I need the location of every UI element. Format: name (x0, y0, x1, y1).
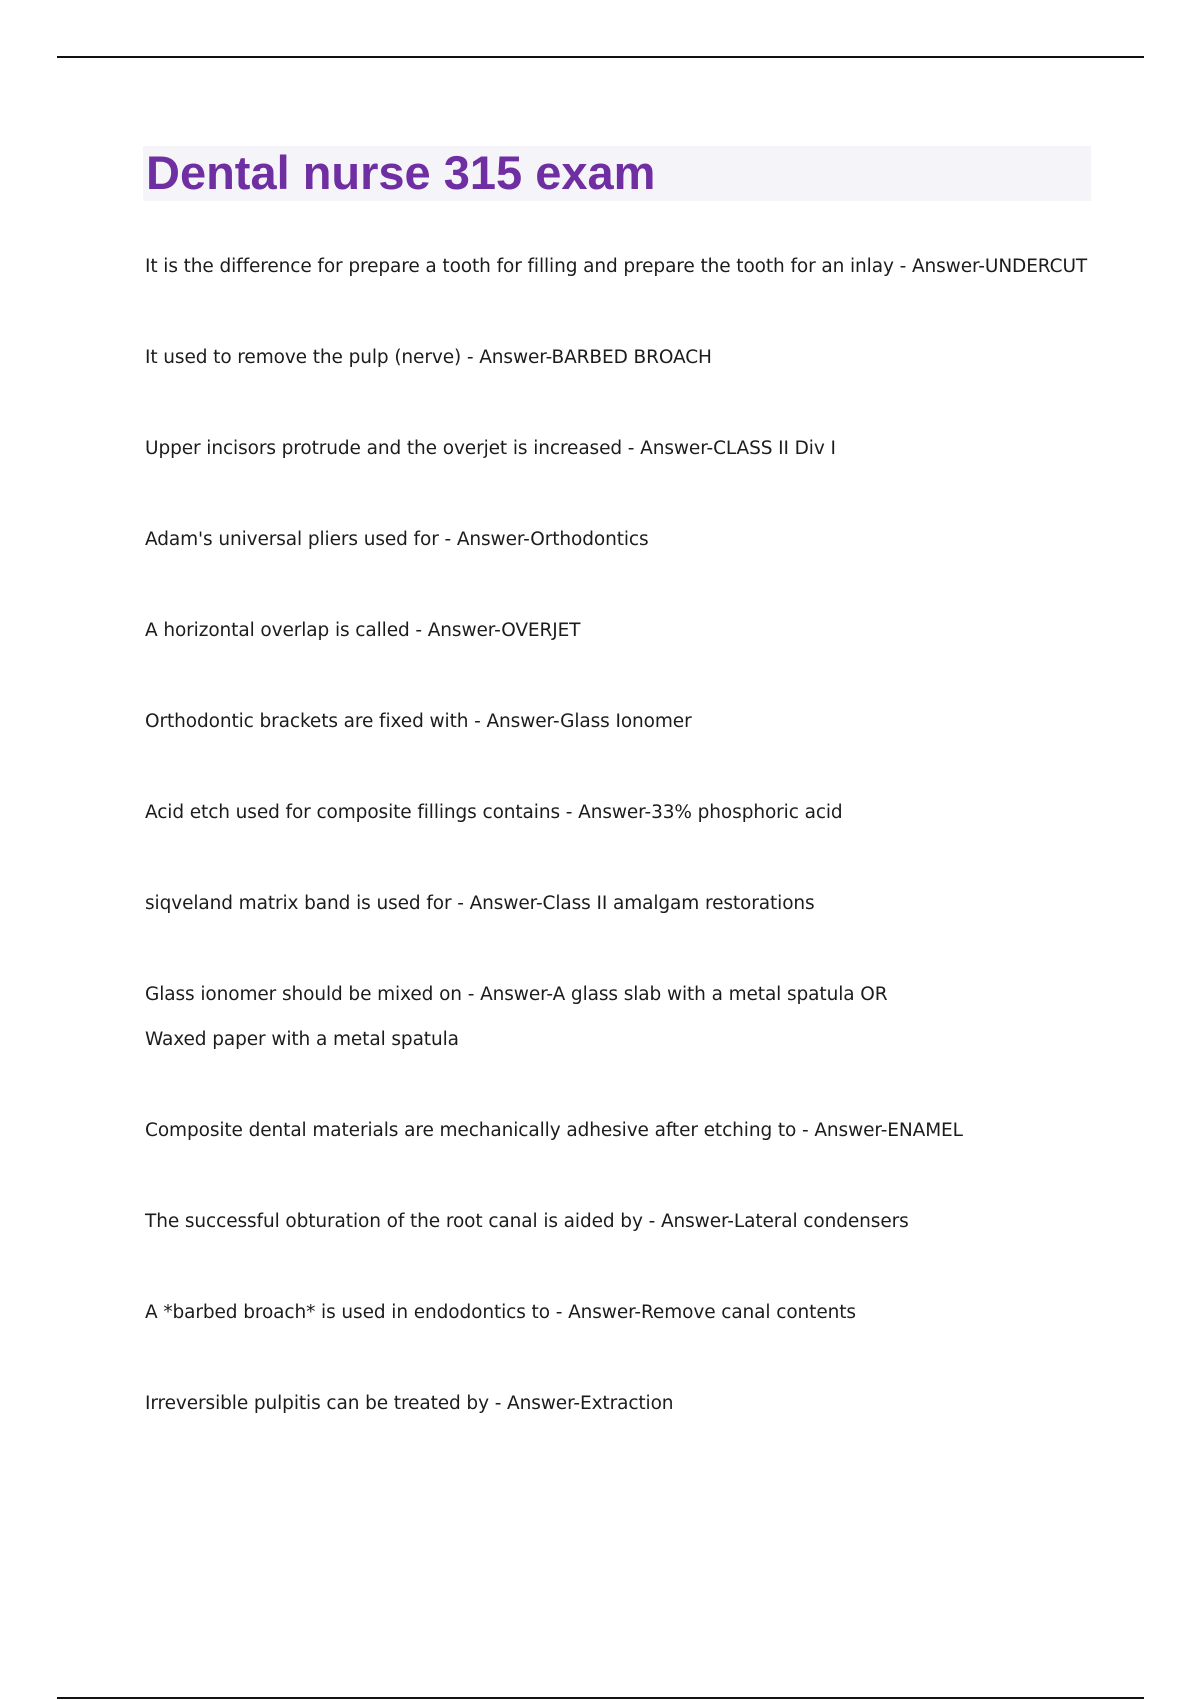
qa-item (145, 972, 1105, 1062)
qa-text: The successful obturation of the root canal is aided by - Answer-Lateral condensers (145, 1211, 909, 1232)
qa-text: Composite dental materials are mechanically adhesive after etching to - Answer-ENAMEL (145, 1120, 963, 1141)
qa-item (145, 608, 1105, 653)
bottom-rule (57, 1697, 1144, 1699)
qa-text: A horizontal overlap is called - Answer-OVERJET (145, 620, 581, 641)
qa-item (145, 881, 1105, 926)
qa-text: Upper incisors protrude and the overjet is increased - Answer-CLASS II Div I (145, 438, 836, 459)
qa-item (145, 335, 1105, 380)
qa-text: siqveland matrix band is used for - Answer-Class II amalgam restorations (145, 893, 815, 914)
qa-text-continuation: Waxed paper with a metal spatula (145, 1029, 459, 1050)
qa-text: It is the difference for prepare a tooth for filling and prepare the tooth for an inlay - Answer-UNDERCUT (145, 256, 1088, 277)
qa-text: It used to remove the pulp (nerve) - Answer-BARBED BROACH (145, 347, 712, 368)
qa-item (145, 1108, 1105, 1153)
qa-text: Irreversible pulpitis can be treated by - Answer-Extraction (145, 1393, 674, 1414)
qa-text: A *barbed broach* is used in endodontics to - Answer-Remove canal contents (145, 1302, 856, 1323)
page-title: Dental nurse 315 exam (146, 146, 656, 199)
qa-item (145, 699, 1105, 744)
qa-item (145, 1290, 1105, 1335)
qa-item (145, 1199, 1105, 1244)
qa-item (145, 244, 1105, 289)
qa-item (145, 1381, 1105, 1426)
qa-text: Acid etch used for composite fillings contains - Answer-33% phosphoric acid (145, 802, 843, 823)
qa-text: Orthodontic brackets are fixed with - Answer-Glass Ionomer (145, 711, 692, 732)
qa-text: Adam's universal pliers used for - Answer-Orthodontics (145, 529, 649, 550)
qa-list (145, 244, 1105, 1472)
qa-item (145, 790, 1105, 835)
top-rule (57, 56, 1144, 58)
qa-text: Glass ionomer should be mixed on - Answer-A glass slab with a metal spatula OR (145, 984, 888, 1005)
qa-item (145, 517, 1105, 562)
qa-item (145, 426, 1105, 471)
